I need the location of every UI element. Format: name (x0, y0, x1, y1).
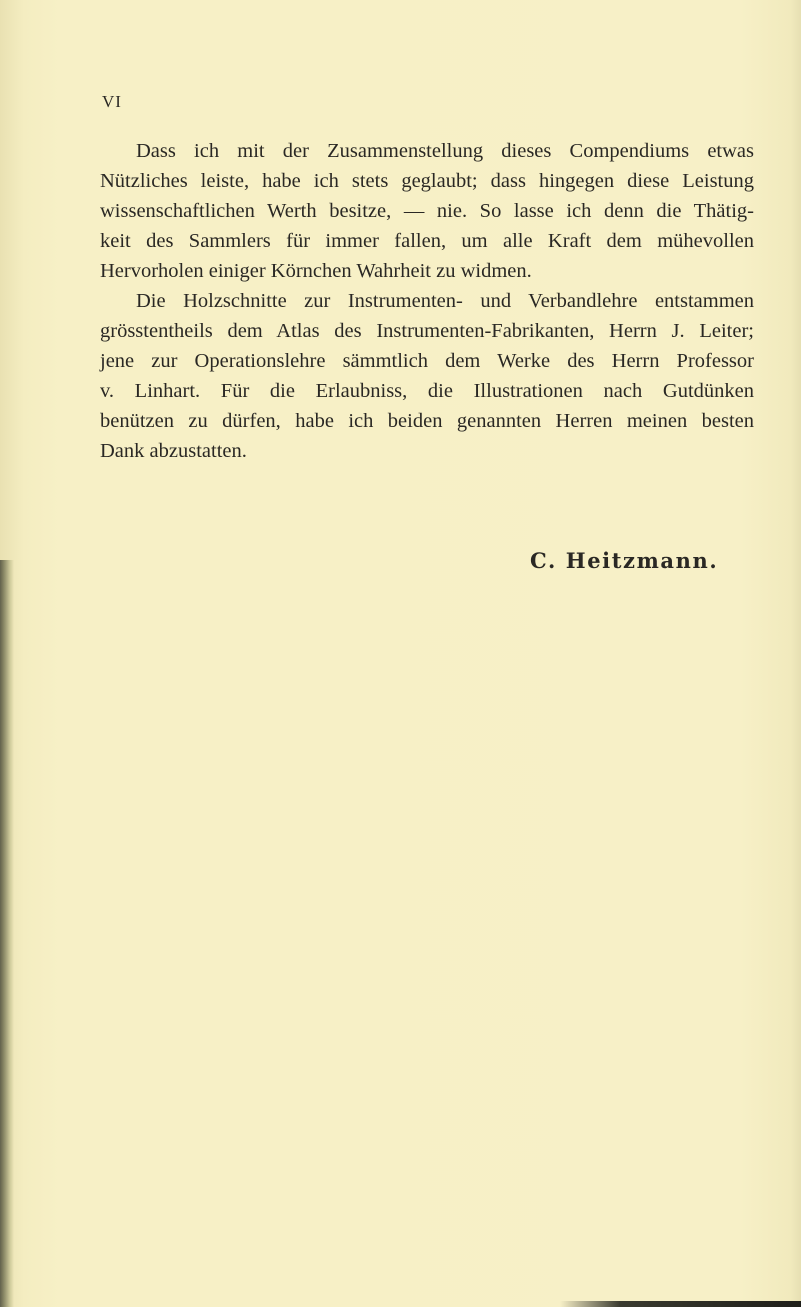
text-line: jene zur Operationslehre sämmtlich dem Werke des Herrn Professor (100, 350, 754, 372)
page-number: VI (102, 92, 122, 111)
text-line: v. Linhart. Für die Erlaubniss, die Illustrationen nach Gutdünken (100, 380, 754, 402)
text-line: wissenschaftlichen Werth besitze, — nie. So lasse ich denn die Thätig- (100, 200, 754, 222)
binding-shadow (0, 560, 14, 1307)
page-bottom-edge-shadow (560, 1301, 801, 1307)
text-line: Nützliches leiste, habe ich stets geglaubt; dass hingegen diese Leistung (100, 170, 754, 192)
text-line: Die Holzschnitte zur Instrumenten- und Verbandlehre entstammen (136, 290, 754, 312)
author-signature: C. Heitzmann. (530, 548, 719, 573)
paragraph-1 (100, 136, 754, 286)
paragraph-2 (100, 286, 754, 466)
text-line: Dank abzustatten. (100, 440, 247, 462)
preface-text (100, 136, 754, 466)
text-line: benützen zu dürfen, habe ich beiden genannten Herren meinen besten (100, 410, 754, 432)
text-line: grösstentheils dem Atlas des Instrumenten-Fabrikanten, Herrn J. Leiter; (100, 320, 754, 342)
text-line: Dass ich mit der Zusammenstellung dieses Compendiums etwas (136, 140, 754, 162)
text-line: Hervorholen einiger Körnchen Wahrheit zu widmen. (100, 260, 532, 282)
text-line: keit des Sammlers für immer fallen, um alle Kraft dem mühevollen (100, 230, 754, 252)
